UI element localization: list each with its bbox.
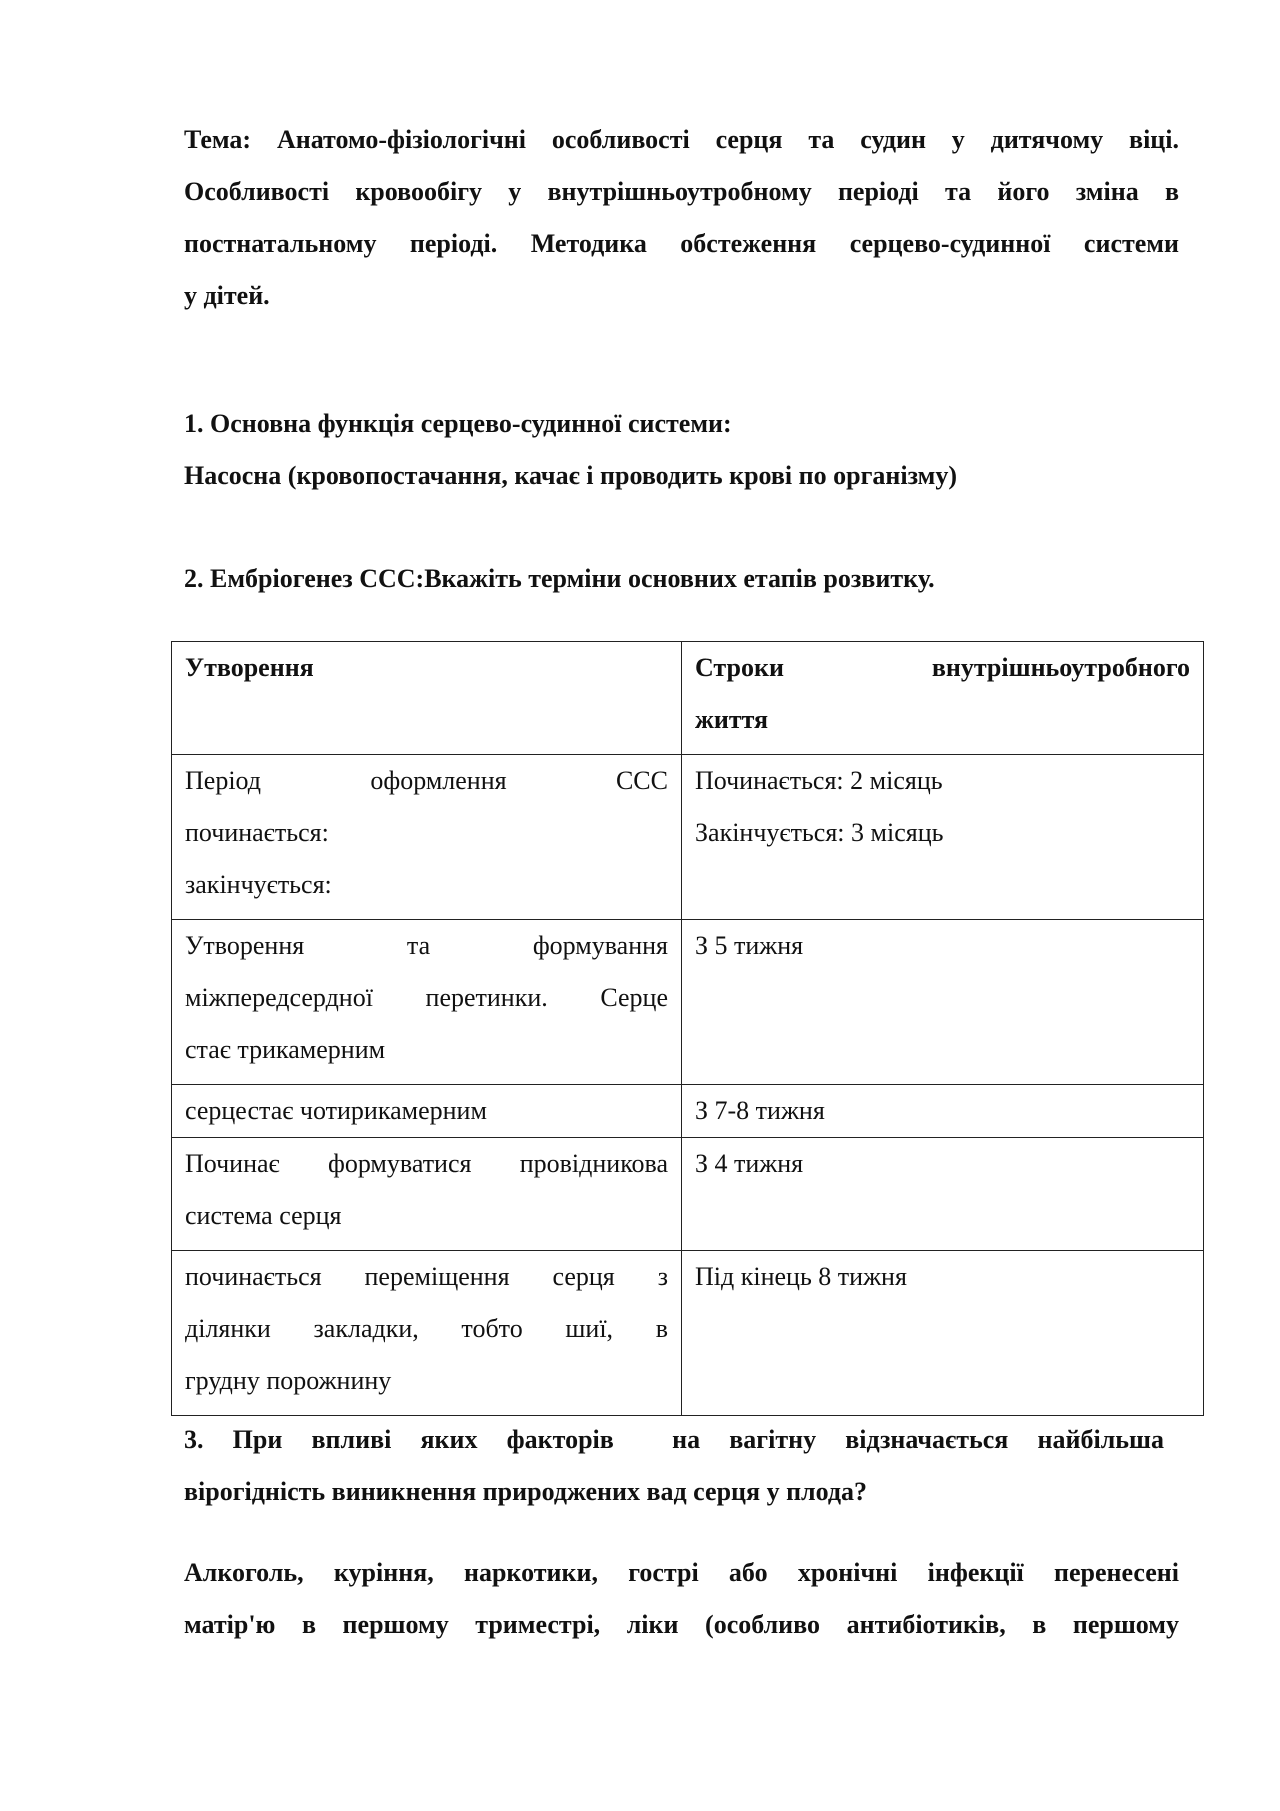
term-cell: Починається: 2 місяць Закінчується: 3 місяць bbox=[682, 755, 1204, 920]
table-row bbox=[172, 920, 1204, 1085]
table-row bbox=[172, 1251, 1204, 1416]
formation-cell: Утворення та формування міжпередсердної перетинки. Серце стає трикамерним bbox=[172, 920, 682, 1085]
header-term: Строки внутрішньоутробного життя bbox=[682, 642, 1204, 755]
formation-cell: серцестає чотирикамерним bbox=[172, 1085, 682, 1138]
embryogenesis-table bbox=[171, 641, 1204, 1416]
table-row bbox=[172, 755, 1204, 920]
question-2: 2. Ембріогенез ССС:Вкажіть терміни основних етапів розвитку. bbox=[184, 564, 935, 593]
formation-cell: починається переміщення серця з ділянки закладки, тобто шиї, в грудну порожнину bbox=[172, 1251, 682, 1416]
table-header-row bbox=[172, 642, 1204, 755]
question-1: 1. Основна функція серцево-судинної системи: bbox=[184, 409, 732, 438]
term-cell: З 7-8 тижня bbox=[682, 1085, 1204, 1138]
answer-1: Насосна (кровопостачання, качає і проводить крові по організму) bbox=[184, 461, 958, 490]
formation-cell: Період оформлення ССС починається: закінчується: bbox=[172, 755, 682, 920]
term-cell: Під кінець 8 тижня bbox=[682, 1251, 1204, 1416]
question-3-line: вірогідність виникнення природжених вад серця у плода? bbox=[184, 1477, 868, 1506]
topic-line: Тема: Анатомо-фізіологічні особливості серця та судин у дитячому віці. bbox=[184, 125, 1179, 154]
question-3-line: 3. При впливі яких факторів на вагітну відзначається найбільша bbox=[184, 1425, 1164, 1454]
topic-line: Особливості кровообігу у внутрішньоутробному періоді та його зміна в bbox=[184, 177, 1179, 206]
answer-3-line: Алкоголь, куріння, наркотики, гострі або хронічні інфекції перенесені bbox=[184, 1558, 1179, 1587]
table-row bbox=[172, 1138, 1204, 1251]
topic-line: постнатальному періоді. Методика обстеження серцево-судинної системи bbox=[184, 229, 1179, 258]
answer-3-line: матір'ю в першому триместрі, ліки (особливо антибіотиків, в першому bbox=[184, 1610, 1179, 1639]
topic-heading bbox=[184, 114, 1179, 322]
question-3 bbox=[184, 1414, 1164, 1518]
formation-cell: Починає формуватися провідникова система серця bbox=[172, 1138, 682, 1251]
term-cell: З 4 тижня bbox=[682, 1138, 1204, 1251]
term-cell: З 5 тижня bbox=[682, 920, 1204, 1085]
header-formation: Утворення bbox=[172, 642, 682, 755]
topic-line: у дітей. bbox=[184, 281, 270, 310]
answer-3 bbox=[184, 1547, 1179, 1651]
table-row bbox=[172, 1085, 1204, 1138]
